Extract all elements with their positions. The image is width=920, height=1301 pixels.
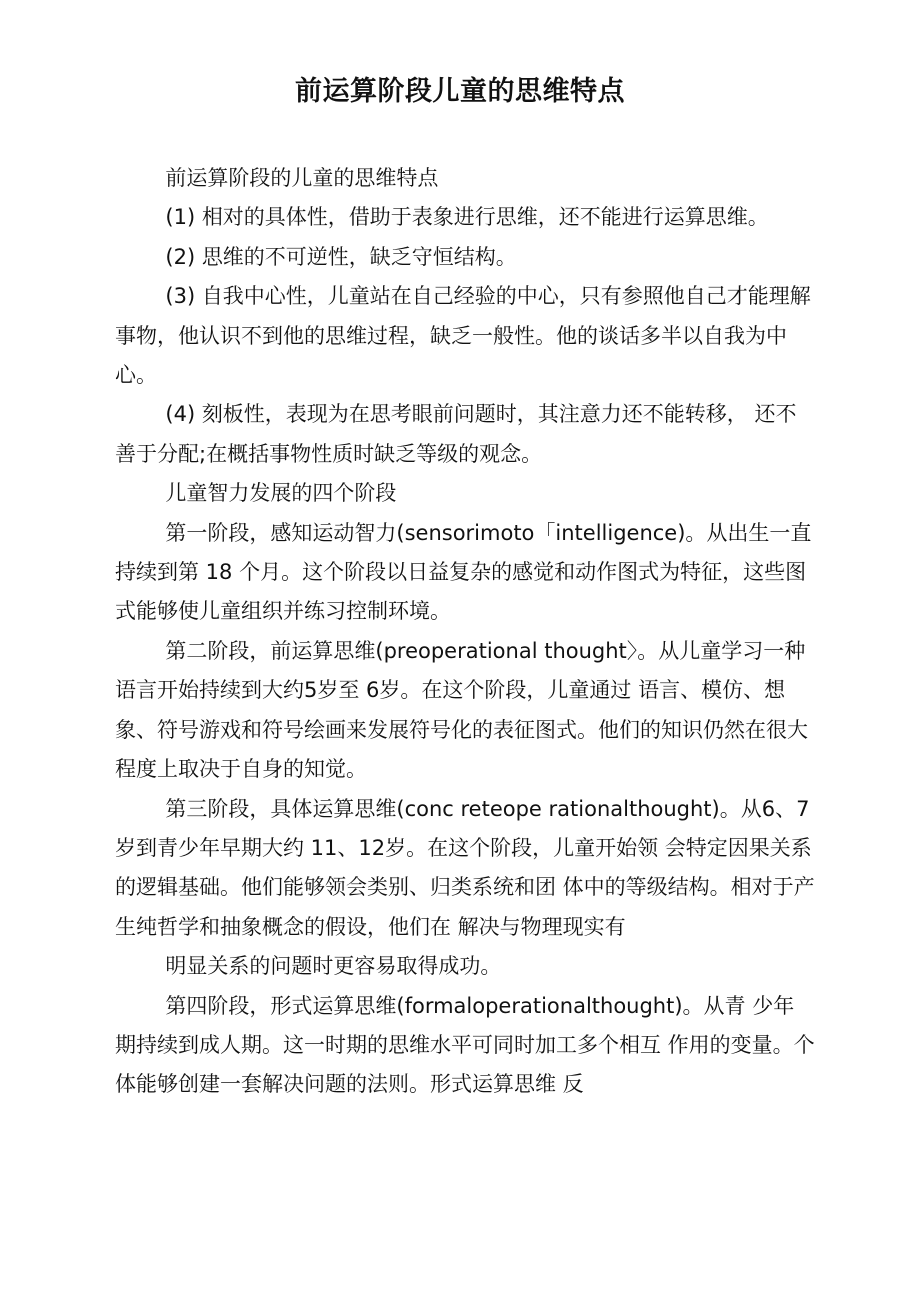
document-title: 前运算阶段儿童的思维特点 [295,76,625,107]
paragraph-stage-2: 第二阶段，前运算思维(preoperational thought〉。从儿童学习一种语言开始持续到大约5岁至 6岁。在这个阶段，儿童通过 语言、模仿、想象、符号游戏和符号绘画来发展符号化的表征图式。他们的知识仍然在很大程度上取决于自身的知觉。 [115,638,808,782]
paragraph-stage-3: 第三阶段，具体运算思维(conc reteope rationalthought)。从6、7岁到青少年早期大约 11、12岁。在这个阶段，儿童开始领 会特定因果关系的逻辑基础。他们能够领会类别、归类系统和团 体中的等级结构。相对于产生纯哲学和抽象概念的假设，他们在 解决与物理现实有 [115,796,815,939]
paragraph-trait-1: (1) 相对的具体性，借助于表象进行思维，还不能进行运算思维。 [165,205,769,230]
paragraph-trait-2: (2) 思维的不可逆性，缺乏守恒结构。 [165,244,517,269]
paragraph-stage-3-continued: 明显关系的问题时更容易取得成功。 [165,954,502,979]
document-body [115,159,815,1105]
paragraph-trait-3: (3) 自我中心性，儿童站在自己经验的中心，只有参照他自己才能理解事物，他认识不到他的思维过程，缺乏一般性。他的谈话多半以自我为中心。 [115,284,811,388]
paragraph-stage-4: 第四阶段，形式运算思维(formaloperationalthought)。从青 少年期持续到成人期。这一时期的思维水平可同时加工多个相互 作用的变量。个体能够创建一套解决问题的法则。形式运算思维 反 [115,993,815,1097]
paragraph-intro-heading: 前运算阶段的儿童的思维特点 [165,166,439,190]
paragraph-stage-1: 第一阶段，感知运动智力(sensorimoto「intelligence)。从出生一直持续到第 18 个月。这个阶段以日益复杂的感觉和动作图式为特征，这些图式能够使儿童组织并练习控制环境。 [115,520,812,624]
paragraph-stages-heading: 儿童智力发展的四个阶段 [165,481,397,506]
paragraph-trait-4: (4) 刻板性，表现为在思考眼前问题时，其注意力还不能转移， 还不善于分配;在概括事物性质时缺乏等级的观念。 [115,402,797,466]
